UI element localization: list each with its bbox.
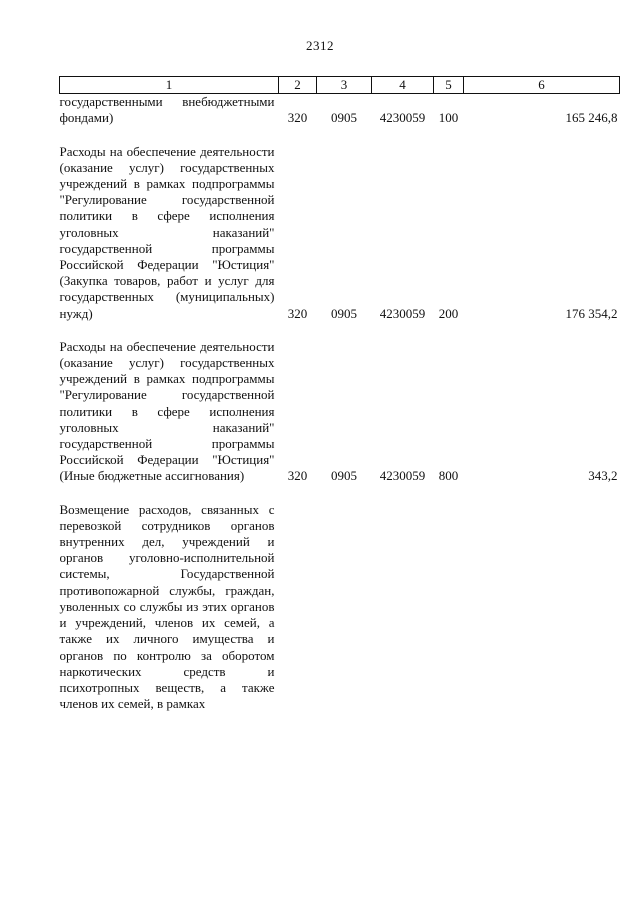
table-row — [60, 94, 620, 127]
section-code: 0905 — [331, 468, 357, 484]
ministry-code: 320 — [287, 468, 308, 484]
section-code: 0905 — [331, 110, 357, 126]
expense-type-code — [434, 502, 464, 713]
amount: 343,2 — [588, 468, 618, 484]
column-number-header-row — [60, 77, 620, 94]
amount — [464, 502, 620, 713]
section-code — [317, 502, 372, 713]
column-header-2: 2 — [279, 77, 317, 94]
table-row — [60, 144, 620, 322]
row-spacer — [60, 127, 620, 144]
table-row — [60, 502, 620, 713]
column-header-3: 3 — [317, 77, 372, 94]
target-article-code — [372, 502, 434, 713]
amount: 165 246,8 — [565, 110, 618, 126]
ministry-code — [279, 502, 317, 713]
table-row — [60, 339, 620, 485]
expense-name: Расходы на обеспечение деятельности (оказание услуг) государственных учреждений в рамках подпрограммы "Регулирование государственной политики в сфере исполнения уголовных наказаний" государственной программы Российской Федерации "Юстиция" (Иные бюджетные ассигнования) — [59, 338, 275, 484]
expense-type-code: 800 — [438, 468, 459, 484]
page-number: 2312 — [306, 38, 334, 53]
target-article-code: 4230059 — [379, 110, 426, 126]
target-article-code: 4230059 — [379, 468, 426, 484]
column-header-5: 5 — [434, 77, 464, 94]
expense-name: Расходы на обеспечение деятельности (оказание услуг) государственных учреждений в рамках подпрограммы "Регулирование государственной политики в сфере исполнения уголовных наказаний" государственной программы Российской Федерации "Юстиция" (Закупка товаров, работ и услуг для государственных (муниципальных) нужд) — [59, 143, 275, 321]
expense-name: Возмещение расходов, связанных с перевозкой сотрудников органов внутренних дел, учреждений и органов уголовно-исполнительной системы, Государственной противопожарной службы, граждан, уволенных со службы из этих органов и учреждений, членов их семей, а также их личного имущества и органов по контролю за оборотом наркотических средств и психотропных веществ, а также членов их семей, в рамках — [59, 501, 275, 712]
expense-type-code: 200 — [438, 305, 459, 321]
budget-table — [59, 76, 620, 712]
target-article-code: 4230059 — [379, 305, 426, 321]
column-header-4: 4 — [372, 77, 434, 94]
section-code: 0905 — [331, 305, 357, 321]
amount: 176 354,2 — [565, 305, 618, 321]
expense-type-code: 100 — [438, 110, 459, 126]
row-spacer — [60, 485, 620, 502]
column-header-6: 6 — [464, 77, 620, 94]
ministry-code: 320 — [287, 305, 308, 321]
expense-name: государственными внебюджетными фондами) — [59, 94, 275, 126]
ministry-code: 320 — [287, 110, 308, 126]
row-spacer — [60, 322, 620, 339]
column-header-1: 1 — [60, 77, 279, 94]
